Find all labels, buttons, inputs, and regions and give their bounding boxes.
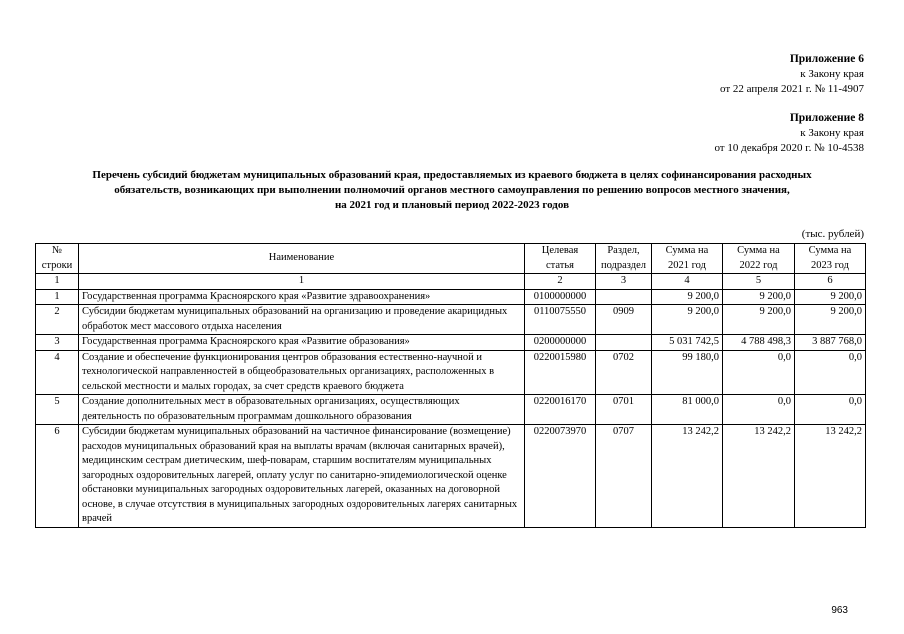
header-sum-2023-line2: 2023 год: [811, 259, 849, 271]
table-row: [36, 350, 866, 395]
header-section-line1: Раздел,: [607, 245, 640, 256]
row-sum-2023: 9 200,0: [795, 289, 866, 305]
row-name: Субсидии бюджетам муниципальных образований на частичное финансирование (возмещение) расходов муниципальных образований края на выплаты врачам (включая санитарных врачей), медицинским сестрам диетическим, шеф-поварам, старшим воспитателям муниципальных загородных оздоровительных лагерей, оплату услуг по санитарно-эпидемиологической оценке обстановки муниципальных загородных оздоровительных лагерей, оказанных на договорной основе, в случае отсутствия в муниципальных загородных оздоровительных лагерях санитарных врачей: [79, 425, 525, 528]
row-sum-2022: 0,0: [723, 395, 795, 425]
appendix-8-block: [714, 111, 864, 156]
header-num-line1: №: [51, 245, 63, 256]
row-num: 6: [36, 425, 79, 528]
document-title-line3: на 2021 год и плановый период 2022-2023 годов: [334, 199, 570, 211]
header-sum-2023: [795, 244, 866, 274]
column-number: 3: [596, 274, 652, 290]
row-section: 0707: [596, 425, 652, 528]
row-sum-2022: 0,0: [723, 350, 795, 395]
row-target: 0100000000: [525, 289, 596, 305]
row-sum-2022: 4 788 498,3: [723, 335, 795, 351]
appendix-6-line2: от 22 апреля 2021 г. № 11-4907: [720, 83, 864, 95]
header-section-line2: подраздел: [600, 259, 647, 271]
table-row: [36, 425, 866, 528]
row-num: 1: [36, 289, 79, 305]
document-title: [30, 168, 874, 213]
header-sum-2021-line1: Сумма на: [665, 245, 709, 256]
row-section: [596, 335, 652, 351]
appendix-6-title: Приложение 6: [789, 53, 864, 65]
column-number: 6: [795, 274, 866, 290]
row-target: 0220073970: [525, 425, 596, 528]
row-section: 0909: [596, 305, 652, 335]
row-name: Создание дополнительных мест в образовательных организациях, осуществляющих деятельность по образовательным программам дошкольного образования: [79, 395, 525, 425]
row-section: [596, 289, 652, 305]
row-target: 0110075550: [525, 305, 596, 335]
header-target-line1: Целевая: [541, 245, 579, 256]
document-title-line1: Перечень субсидий бюджетам муниципальных образований края, предоставляемых из краевого бюджета в целях софинансирования расходных: [92, 169, 812, 181]
header-target-line2: статья: [546, 259, 574, 271]
column-number: 1: [36, 274, 79, 290]
row-target: 0220015980: [525, 350, 596, 395]
header-num: [36, 244, 79, 274]
row-target: 0200000000: [525, 335, 596, 351]
header-sum-2021-line2: 2021 год: [668, 259, 706, 271]
row-target: 0220016170: [525, 395, 596, 425]
row-sum-2023: 3 887 768,0: [795, 335, 866, 351]
row-name: Субсидии бюджетам муниципальных образований на организацию и проведение акарицидных обработок мест массового отдыха населения: [79, 305, 525, 335]
header-sum-2023-line1: Сумма на: [808, 245, 852, 256]
row-sum-2023: 0,0: [795, 395, 866, 425]
row-sum-2023: 13 242,2: [795, 425, 866, 528]
appendix-6-line1: к Закону края: [800, 68, 864, 80]
document-title-line2: обязательств, возникающих при выполнении полномочий органов местного самоуправления по решению вопросов местного значения,: [114, 184, 790, 196]
row-name: Государственная программа Красноярского края «Развитие здравоохранения»: [79, 289, 525, 305]
row-num: 3: [36, 335, 79, 351]
table-row: [36, 305, 866, 335]
row-num: 4: [36, 350, 79, 395]
row-sum-2022: 13 242,2: [723, 425, 795, 528]
table-header-row: [36, 244, 866, 274]
header-sum-2022-line1: Сумма на: [737, 245, 780, 256]
header-target: [525, 244, 596, 274]
row-sum-2021: 13 242,2: [652, 425, 723, 528]
header-section: [596, 244, 652, 274]
header-sum-2022-line2: 2022 год: [739, 259, 778, 271]
row-sum-2021: 81 000,0: [652, 395, 723, 425]
row-section: 0702: [596, 350, 652, 395]
column-number: 2: [525, 274, 596, 290]
row-sum-2022: 9 200,0: [723, 289, 795, 305]
row-sum-2021: 9 200,0: [652, 289, 723, 305]
row-sum-2021: 9 200,0: [652, 305, 723, 335]
row-sum-2021: 5 031 742,5: [652, 335, 723, 351]
subsidies-table: [35, 243, 866, 528]
table-row: [36, 289, 866, 305]
header-sum-2022: [723, 244, 795, 274]
header-num-line2: строки: [41, 259, 73, 271]
column-number: 4: [652, 274, 723, 290]
column-number-row: [36, 274, 866, 290]
row-name: Государственная программа Красноярского края «Развитие образования»: [79, 335, 525, 351]
column-number: 5: [723, 274, 795, 290]
row-sum-2023: 0,0: [795, 350, 866, 395]
column-number: 1: [79, 274, 525, 290]
appendix-8-line2: от 10 декабря 2020 г. № 10-4538: [714, 142, 864, 154]
row-num: 2: [36, 305, 79, 335]
row-sum-2021: 99 180,0: [652, 350, 723, 395]
table-row: [36, 335, 866, 351]
appendix-8-line1: к Закону края: [800, 127, 864, 139]
row-num: 5: [36, 395, 79, 425]
row-sum-2023: 9 200,0: [795, 305, 866, 335]
page-number: 963: [831, 605, 848, 616]
header-name: Наименование: [79, 244, 525, 274]
appendix-8-title: Приложение 8: [789, 112, 864, 124]
appendix-6-block: [720, 52, 864, 97]
row-section: 0701: [596, 395, 652, 425]
header-sum-2021: [652, 244, 723, 274]
row-name: Создание и обеспечение функционирования центров образования естественно-научной и технологической направленностей в общеобразовательных организациях, расположенных в сельской местности и малых городах, за счет средств краевого бюджета: [79, 350, 525, 395]
units-label: (тыс. рублей): [801, 228, 864, 240]
table-row: [36, 395, 866, 425]
row-sum-2022: 9 200,0: [723, 305, 795, 335]
